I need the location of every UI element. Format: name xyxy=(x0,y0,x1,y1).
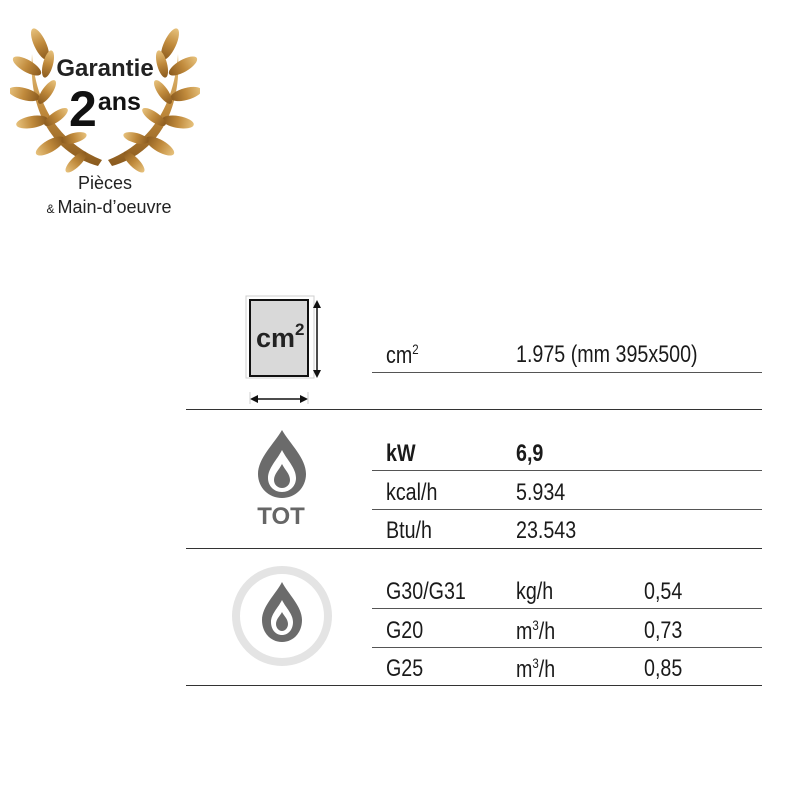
warranty-years-number: 2 xyxy=(69,81,97,137)
power-value-kw: 6,9 xyxy=(516,440,544,467)
area-unit-sup: 2 xyxy=(412,341,419,357)
power-value-btu: 23.543 xyxy=(516,517,577,544)
gas-unit-g25-text: m xyxy=(516,656,533,683)
gas-type-g25: G25 xyxy=(386,655,424,682)
cooking-area-icon-text: cm xyxy=(256,323,296,353)
gas-row-divider xyxy=(372,608,762,609)
gas-unit-g25 xyxy=(516,655,555,684)
area-unit-text: cm xyxy=(386,342,413,369)
section-divider-3 xyxy=(186,685,762,686)
flame-icon xyxy=(256,428,308,500)
gas-unit-g20 xyxy=(516,617,555,646)
area-row-divider xyxy=(372,372,762,373)
gas-unit-g25-tail: /h xyxy=(538,656,556,683)
warranty-labour-text: Main-d’oeuvre xyxy=(57,197,172,217)
cooking-area-icon-sup: 2 xyxy=(295,320,305,339)
gas-unit-g20-tail: /h xyxy=(538,618,556,645)
section-divider-1 xyxy=(186,409,762,410)
warranty-years-unit: ans xyxy=(97,88,141,116)
section-divider-2 xyxy=(186,548,762,549)
power-row-divider xyxy=(372,470,762,471)
power-unit-btu: Btu/h xyxy=(386,517,432,544)
gas-row-divider xyxy=(372,647,762,648)
warranty-years xyxy=(30,81,180,137)
gas-value-g20: 0,73 xyxy=(644,617,683,644)
warranty-labour xyxy=(14,197,204,218)
warranty-title: Garantie xyxy=(56,55,154,82)
gas-unit-g25-sup: 3 xyxy=(532,655,539,671)
gas-value-g25: 0,85 xyxy=(644,655,683,682)
power-row-divider xyxy=(372,509,762,510)
gas-unit-g20-text: m xyxy=(516,618,533,645)
area-value: 1.975 (mm 395x500) xyxy=(516,341,698,368)
gas-consumption-icon xyxy=(230,564,334,668)
power-unit-kcal: kcal/h xyxy=(386,479,438,506)
gas-value-g30: 0,54 xyxy=(644,578,683,605)
total-power-label: TOT xyxy=(257,503,305,530)
gas-unit-g20-sup: 3 xyxy=(532,617,539,633)
cooking-area-icon-label xyxy=(256,320,305,354)
gas-type-g20: G20 xyxy=(386,617,424,644)
gas-type-g30: G30/G31 xyxy=(386,578,466,605)
warranty-badge xyxy=(0,0,230,230)
power-value-kcal: 5.934 xyxy=(516,479,566,506)
warranty-ampersand: & xyxy=(46,202,55,216)
area-unit xyxy=(386,341,419,370)
gas-unit-g30-text: kg/h xyxy=(516,578,554,605)
power-unit-kw: kW xyxy=(386,440,416,467)
warranty-parts: Pièces xyxy=(77,173,133,193)
gas-unit-g30 xyxy=(516,578,553,606)
